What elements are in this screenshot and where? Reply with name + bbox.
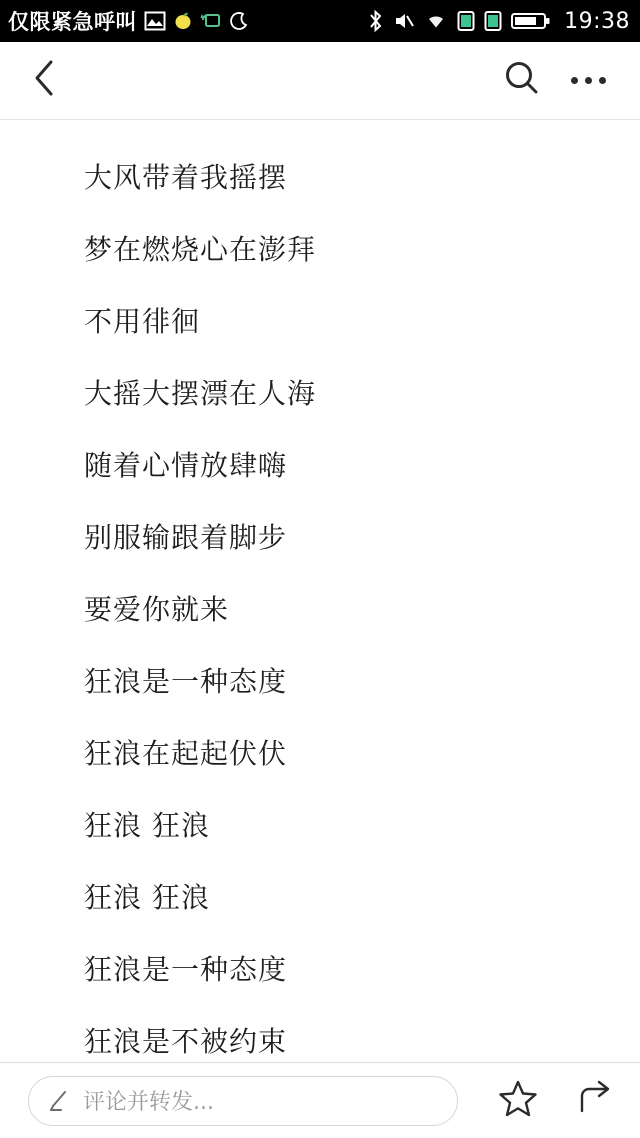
bottom-action-bar	[0, 1062, 640, 1138]
chevron-left-icon	[32, 58, 58, 103]
more-options-button[interactable]	[562, 55, 614, 107]
status-clock: 19:38	[564, 8, 630, 34]
bluetooth-icon	[367, 9, 384, 33]
bottom-actions	[470, 1079, 618, 1123]
lyric-line: 梦在燃烧心在澎拜	[84, 233, 317, 266]
status-bar	[0, 0, 640, 42]
lyric-line: 大摇大摆漂在人海	[84, 377, 317, 410]
star-icon	[498, 1078, 538, 1123]
navigation-bar	[0, 42, 640, 120]
lyric-line: 狂浪在起起伏伏	[84, 737, 288, 770]
comment-input[interactable]	[28, 1076, 458, 1126]
battery-icon	[511, 11, 551, 31]
sim1-icon	[457, 10, 475, 32]
carrier-label: 仅限紧急呼叫	[8, 10, 137, 34]
lyrics-content	[0, 120, 640, 1062]
lyric-line: 大风带着我摇摆	[84, 161, 288, 194]
status-bar-right	[367, 9, 630, 34]
comment-placeholder: 评论并转发...	[83, 1090, 214, 1115]
lyric-line: 别服输跟着脚步	[84, 521, 288, 554]
lyric-line: 狂浪是不被约束	[84, 1025, 288, 1058]
search-icon	[502, 58, 542, 103]
lyric-line: 狂浪 狂浪	[84, 881, 210, 914]
lyric-line: 狂浪是一种态度	[84, 665, 288, 698]
lyric-line: 不用徘徊	[84, 305, 201, 338]
search-button[interactable]	[496, 55, 548, 107]
lemon-icon	[173, 11, 193, 31]
sim2-icon	[484, 10, 502, 32]
mute-icon	[393, 10, 415, 32]
sync-icon	[200, 11, 222, 31]
lyric-line: 狂浪是一种态度	[84, 953, 288, 986]
lyric-line: 狂浪 狂浪	[84, 809, 210, 842]
status-bar-left	[8, 6, 367, 36]
picture-icon	[144, 10, 166, 32]
share-arrow-icon	[576, 1078, 616, 1123]
back-button[interactable]	[22, 58, 68, 104]
lyric-line: 要爱你就来	[84, 593, 230, 626]
ellipsis-icon	[571, 77, 606, 84]
wifi-icon	[424, 11, 448, 31]
favorite-button[interactable]	[496, 1079, 540, 1123]
lyric-line: 随着心情放肆嗨	[84, 449, 288, 482]
share-button[interactable]	[574, 1079, 618, 1123]
pencil-icon	[47, 1089, 71, 1113]
moon-icon	[229, 11, 249, 31]
